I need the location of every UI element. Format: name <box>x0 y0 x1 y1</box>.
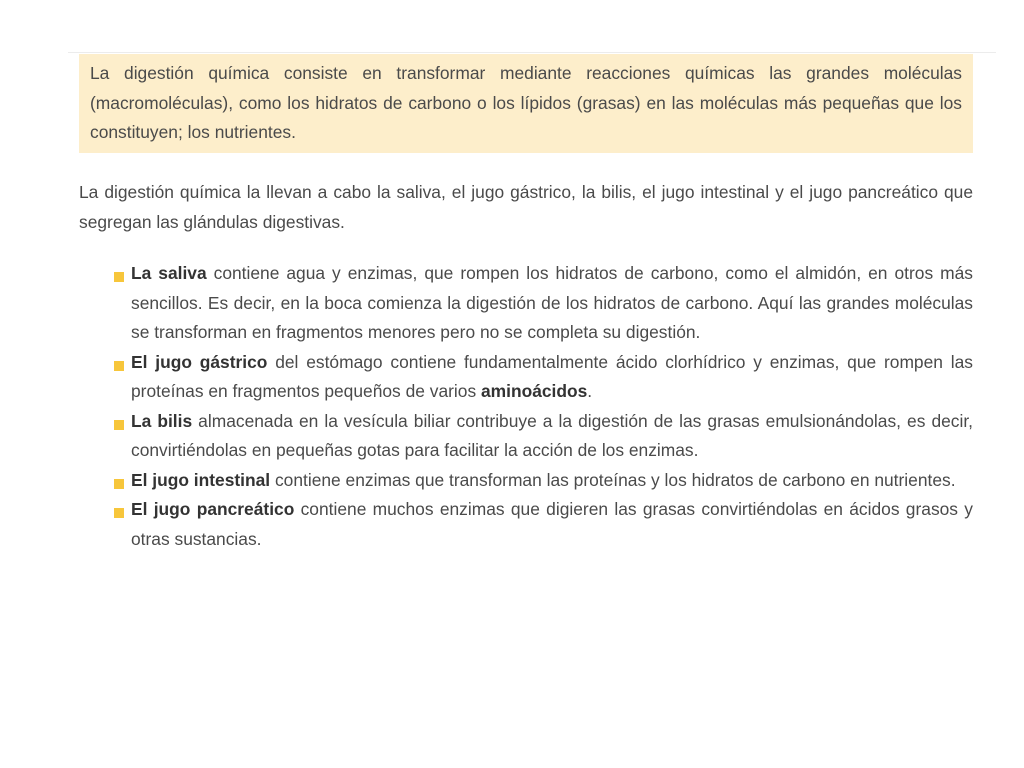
list-item-bile <box>112 407 973 466</box>
intro-paragraph: La digestión química la llevan a cabo la saliva, el jugo gástrico, la bilis, el jugo intestinal y el jugo pancreático que segregan las glándulas digestivas. <box>79 182 973 232</box>
description-gastric-juice: del estómago contiene fundamentalmente ácido clorhídrico y enzimas, que rompen las proteínas en fragmentos pequeños de varios <box>131 351 973 401</box>
definition-callout <box>79 54 973 153</box>
description-intestinal-juice: contiene enzimas que transforman las proteínas y los hidratos de carbono en nutrientes. <box>270 469 956 490</box>
top-divider <box>68 52 996 53</box>
definition-text: La digestión química consiste en transformar mediante reacciones químicas las grandes moléculas (macromoléculas), como los hidratos de carbono o los lípidos (grasas) en las moléculas más pequeñas que los constituyen; los nutrientes. <box>90 63 962 142</box>
description-saliva: contiene agua y enzimas, que rompen los hidratos de carbono, como el almidón, en otros más sencillos. Es decir, en la boca comienza la digestión de los hidratos de carbono. Aquí las grandes moléculas se transforman en fragmentos menores pero no se completa su digestión. <box>131 263 973 342</box>
list-item-gastric-juice <box>112 348 973 407</box>
list-item-pancreatic-juice <box>112 495 973 554</box>
term-pancreatic-juice: El jugo pancreático <box>131 499 295 519</box>
description-gastric-juice-end: . <box>587 381 593 401</box>
term-amino-acids: aminoácidos <box>480 381 588 401</box>
term-gastric-juice: El jugo gástrico <box>131 351 268 372</box>
digestive-fluids-list <box>112 259 973 554</box>
term-saliva: La saliva <box>131 263 207 283</box>
list-item-intestinal-juice <box>112 466 973 496</box>
term-bile: La bilis <box>131 410 193 431</box>
term-intestinal-juice: El jugo intestinal <box>131 469 271 490</box>
list-item-saliva <box>112 259 973 348</box>
description-pancreatic-juice: contiene muchos enzimas que digieren las grasas convirtiéndolas en ácidos grasos y otras sustancias. <box>131 499 973 549</box>
bullet-square-icon <box>114 479 124 489</box>
bullet-square-icon <box>114 361 124 371</box>
bullet-square-icon <box>114 272 124 282</box>
bullet-square-icon <box>114 420 124 430</box>
bullet-square-icon <box>114 508 124 518</box>
description-bile: almacenada en la vesícula biliar contribuye a la digestión de las grasas emulsionándolas, es decir, convirtiéndolas en pequeñas gotas para facilitar la acción de los enzimas. <box>131 410 974 460</box>
